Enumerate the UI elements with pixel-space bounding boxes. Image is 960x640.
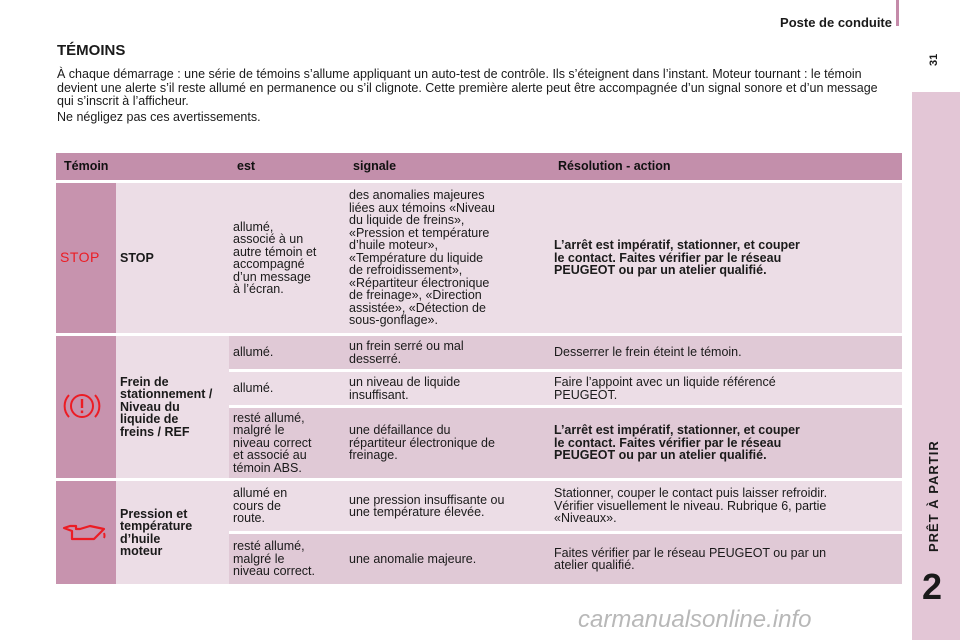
state-cell: resté allumé, malgré le niveau correct. bbox=[229, 534, 345, 584]
chapter-number: 2 bbox=[922, 566, 943, 607]
action-cell: L’arrêt est impératif, stationner, et couper le contact. Faites vérifier par le réseau PEUGEOT ou par un atelier qualifié. bbox=[550, 408, 902, 478]
column-header-est: est bbox=[229, 153, 345, 180]
intro-paragraph: À chaque démarrage : une série de témoins s’allume appliquant un auto-test de contrôle. Ils s’éteignent dans l’instant. Moteur tournant : le témoin devient une alerte s’il reste allumé en permanence ou s’il clignote. Cette première alerte peut être accompagnée d’un signal sonore et d’un message qui s’inscrit à l’afficheur. bbox=[57, 67, 878, 108]
page-number: 31 bbox=[928, 53, 940, 66]
state-cell: allumé en cours de route. bbox=[229, 481, 345, 531]
state-cell: allumé, associé à un autre témoin et accompagné d’un message à l’écran. bbox=[229, 183, 345, 333]
column-header-signale: signale bbox=[345, 153, 550, 180]
brake-icon-cell bbox=[56, 336, 116, 478]
signal-cell: des anomalies majeures liées aux témoins «Niveau du liquide de freins», «Pression et température d’huile moteur», «Température du liquide de refroidissement», «Répartiteur électronique de freinage», «Direction assistée», «Détection de sous-gonflage». bbox=[345, 183, 550, 333]
signal-cell: une pression insuffisante ou une température élevée. bbox=[345, 481, 550, 531]
table-row bbox=[56, 336, 902, 369]
signal-cell: une anomalie majeure. bbox=[345, 534, 550, 584]
chapter-side-band bbox=[912, 92, 960, 640]
brake-warning-icon bbox=[60, 387, 104, 425]
warning-lights-table bbox=[56, 150, 902, 587]
table-row bbox=[56, 183, 902, 333]
oil-icon-cell bbox=[56, 481, 116, 584]
signal-cell: une défaillance du répartiteur électronique de freinage. bbox=[345, 408, 550, 478]
warning-name: Frein de stationnement / Niveau du liquide de freins / REF bbox=[116, 336, 229, 478]
state-cell: resté allumé, malgré le niveau correct et associé au témoin ABS. bbox=[229, 408, 345, 478]
signal-cell: un niveau de liquide insuffisant. bbox=[345, 372, 550, 405]
signal-cell: un frein serré ou mal desserré. bbox=[345, 336, 550, 369]
action-cell: Stationner, couper le contact puis laisser refroidir. Vérifier visuellement le niveau. Rubrique 6, partie «Niveaux». bbox=[550, 481, 902, 531]
warning-name: Pression et température d’huile moteur bbox=[116, 481, 229, 584]
action-cell: Desserrer le frein éteint le témoin. bbox=[550, 336, 902, 369]
stop-warning-icon: STOP bbox=[60, 249, 100, 266]
chapter-title: PRÊT À PARTIR bbox=[926, 440, 941, 552]
watermark: carmanualsonline.info bbox=[578, 606, 812, 633]
action-cell: Faites vérifier par le réseau PEUGEOT ou par un atelier qualifié. bbox=[550, 534, 902, 584]
running-header: Poste de conduite bbox=[780, 15, 892, 30]
warning-note: Ne négligez pas ces avertissements. bbox=[57, 110, 261, 124]
column-header-resolution: Résolution - action bbox=[550, 153, 902, 180]
section-title: TÉMOINS bbox=[57, 42, 126, 59]
table-header-row bbox=[56, 153, 902, 180]
state-cell: allumé. bbox=[229, 372, 345, 405]
oil-can-icon bbox=[60, 519, 108, 543]
table-row bbox=[56, 481, 902, 531]
action-cell: L’arrêt est impératif, stationner, et couper le contact. Faites vérifier par le réseau PEUGEOT ou par un atelier qualifié. bbox=[550, 183, 902, 333]
stop-icon-cell bbox=[56, 183, 116, 333]
header-divider bbox=[896, 0, 899, 26]
warning-name: STOP bbox=[116, 183, 229, 333]
action-cell: Faire l’appoint avec un liquide référencé PEUGEOT. bbox=[550, 372, 902, 405]
column-header-temoin: Témoin bbox=[56, 153, 229, 180]
state-cell: allumé. bbox=[229, 336, 345, 369]
